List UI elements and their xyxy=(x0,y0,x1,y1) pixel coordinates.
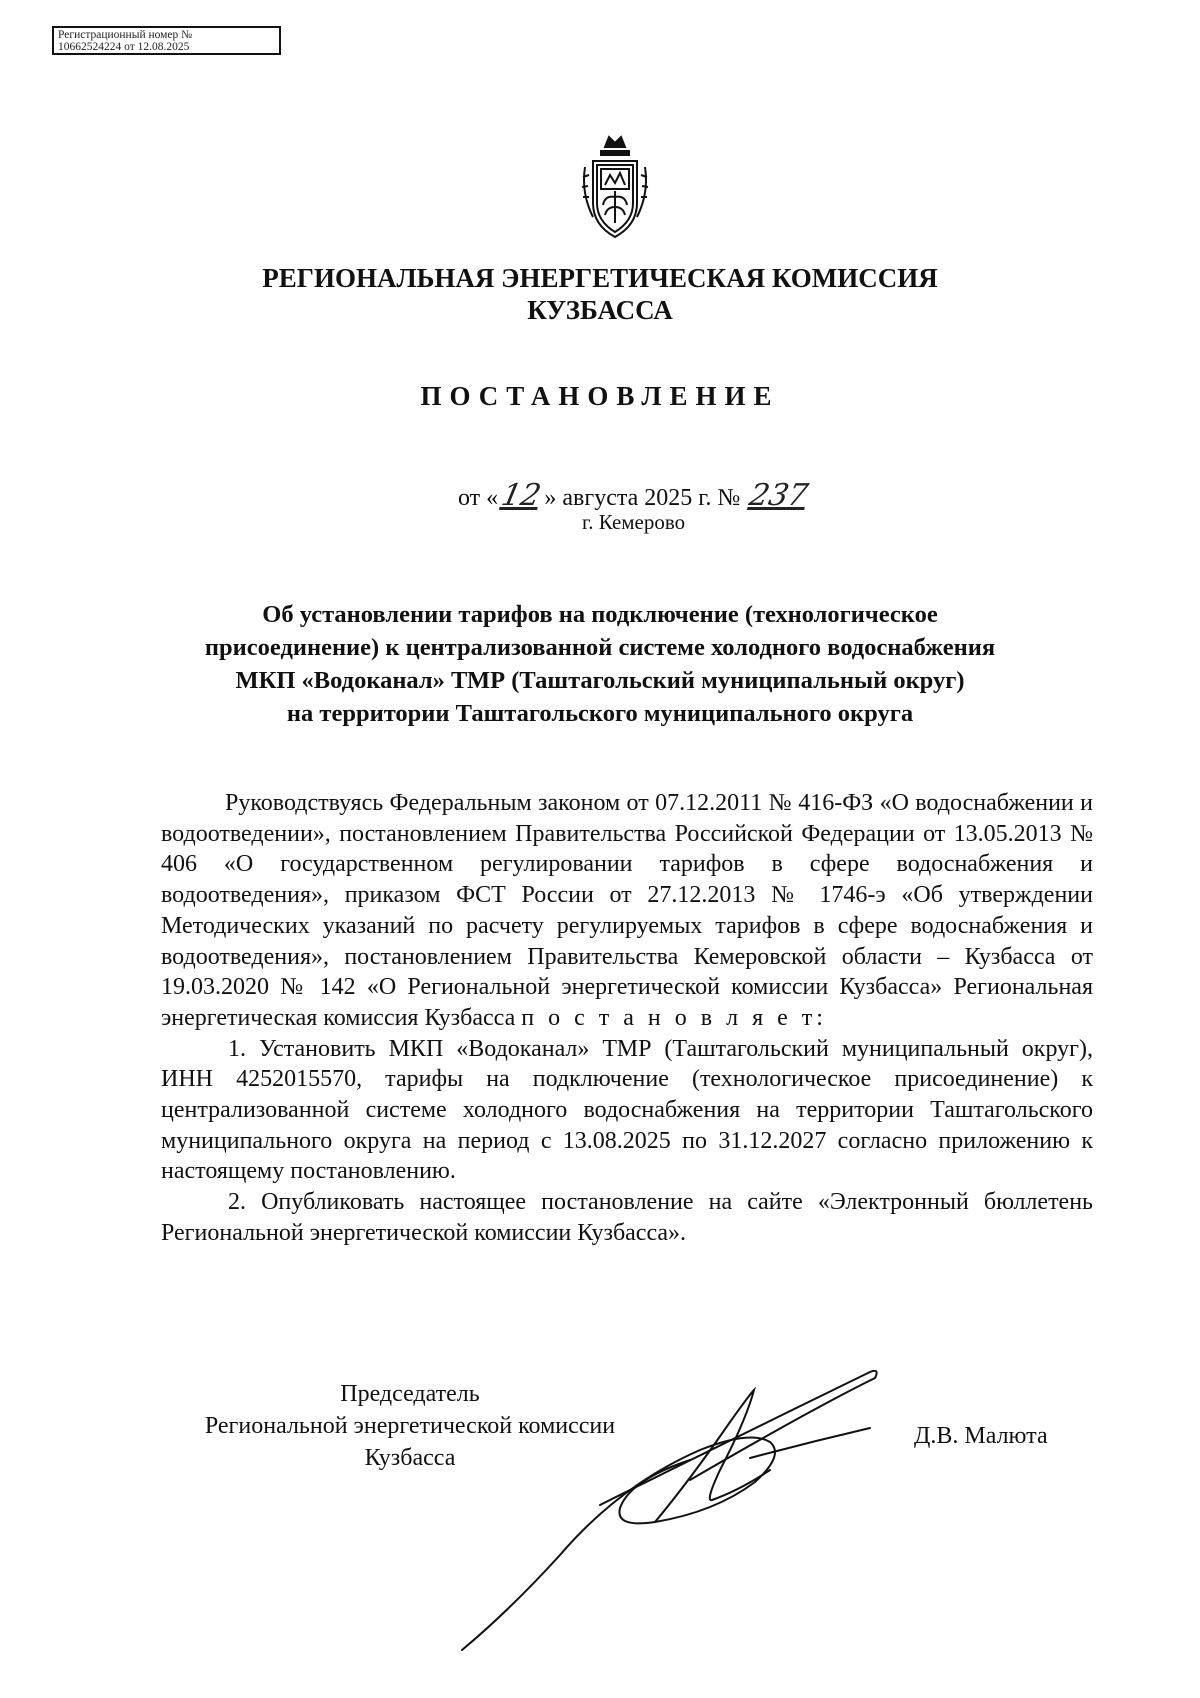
registration-number: 10662524224 от 12.08.2025 xyxy=(58,41,190,53)
signatory-name: Д.В. Малюта xyxy=(914,1423,1048,1449)
organization-line-2: КУЗБАССА xyxy=(527,295,673,325)
preamble-paragraph xyxy=(161,788,1093,1034)
subject-line-4: на территории Таштагольского муниципального округа xyxy=(286,700,914,727)
handwritten-day: 12 xyxy=(498,478,545,513)
item-1: 1. Установить МКП «Водоканал» ТМР (Таштагольский муниципальный округ), ИНН 4252015570, тарифы на подключение (технологическое присоединение) к централизованной системе холодного водоснабжения на территории Таштагольского муниципального округа на период с 13.08.2025 по 31.12.2027 согласно приложению к настоящему постановлению. xyxy=(161,1035,1093,1185)
organization-name xyxy=(240,262,960,326)
organization-line-1: РЕГИОНАЛЬНАЯ ЭНЕРГЕТИЧЕСКАЯ КОМИССИЯ xyxy=(262,263,938,293)
decrees-word: п о с т а н о в л я е т: xyxy=(521,1004,827,1031)
date-middle: » августа 2025 г. № xyxy=(544,485,741,511)
subject-line-2: присоединение) к централизованной системе холодного водоснабжения xyxy=(204,634,996,661)
document-type: ПОСТАНОВЛЕНИЕ xyxy=(420,381,780,411)
registration-label: Регистрационный номер № xyxy=(58,29,193,41)
document-body xyxy=(161,788,1093,1249)
registration-stamp xyxy=(52,26,281,55)
document-subject xyxy=(150,598,1050,730)
date-line xyxy=(458,478,812,513)
handwritten-signature xyxy=(450,1360,930,1660)
item-2: 2. Опубликовать настоящее постановление на сайте «Электронный бюллетень Региональной энергетической комиссии Кузбасса». xyxy=(161,1189,1093,1246)
city: г. Кемерово xyxy=(582,510,686,534)
coat-of-arms-icon xyxy=(575,133,655,243)
preamble-text: Руководствуясь Федеральным законом от 07.12.2011 № 416-ФЗ «О водоснабжении и водоотведении», постановлением Правительства Российской Федерации от 13.05.2013 № 406 «О государственном регулировании тарифов в сфере водоснабжения и водоотведения», приказом ФСТ России от 27.12.2013 № 1746-э «Об утверждении Методических указаний по расчету регулируемых тарифов в сфере водоснабжения и водоотведения», постановлением Правительства Кемеровской области – Кузбасса от 19.03.2020 № 142 «О Региональной энергетической комиссии Кузбасса» Региональная энергетическая комиссия Кузбасса xyxy=(161,790,1093,1031)
subject-line-1: Об установлении тарифов на подключение (технологическое xyxy=(262,601,938,628)
signatory-title-line-2: Региональной энергетической комиссии xyxy=(204,1413,616,1439)
subject-line-3: МКП «Водоканал» ТМР (Таштагольский муниципальный округ) xyxy=(235,667,965,694)
handwritten-number: 237 xyxy=(746,478,812,513)
date-prefix: от « xyxy=(458,485,499,511)
signatory-title-line-1: Председатель xyxy=(340,1381,480,1407)
signatory-title-line-3: Кузбасса xyxy=(364,1445,456,1471)
